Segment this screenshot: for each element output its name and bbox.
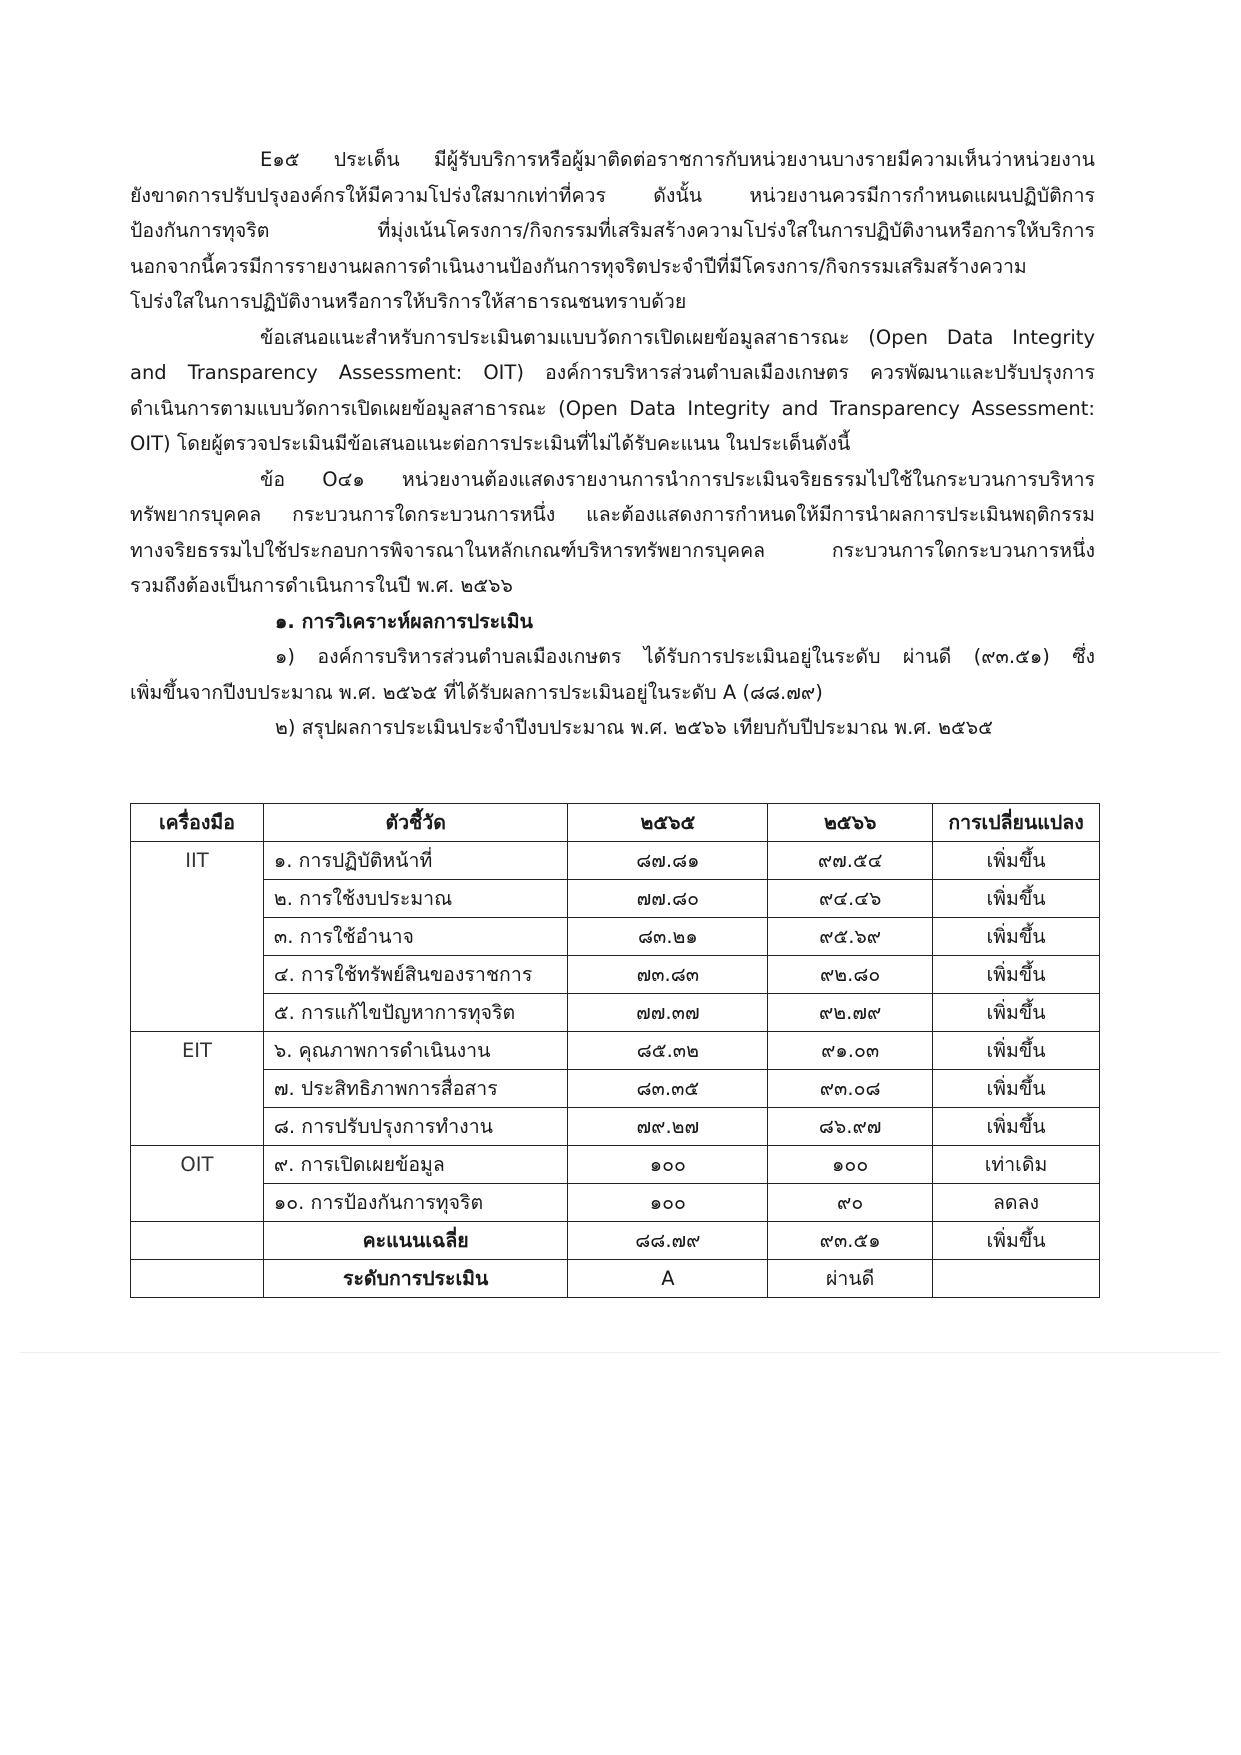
indicator-cell: ๑. การปฏิบัติหน้าที่ — [263, 842, 568, 880]
table-row — [131, 956, 1100, 994]
score-2566-cell: ๙๑.๐๓ — [768, 1032, 933, 1070]
text-line: ๒) สรุปผลการประเมินประจำปีงบประมาณ พ.ศ. ๒๕๖๖ เทียบกับปีประมาณ พ.ศ. ๒๕๖๕ — [275, 716, 993, 739]
indicator-cell: ๖. คุณภาพการดำเนินงาน — [263, 1032, 568, 1070]
score-2565-cell: ๑๐๐ — [568, 1146, 768, 1184]
text-line: ข้อ O๔๑ หน่วยงานต้องแสดงรายงานการนำการประเมินจริยธรรมไปใช้ในกระบวนการบริหาร — [260, 467, 1095, 491]
indicator-cell: ๔. การใช้ทรัพย์สินของราชการ — [263, 956, 568, 994]
change-cell: เพิ่มขึ้น — [933, 1032, 1100, 1070]
score-2565-cell: ๑๐๐ — [568, 1184, 768, 1222]
section-heading: ๑. การวิเคราะห์ผลการประเมิน — [275, 609, 533, 633]
indicator-cell: ๗. ประสิทธิภาพการสื่อสาร — [263, 1070, 568, 1108]
change-cell: เพิ่มขึ้น — [933, 994, 1100, 1032]
average-2565: ๘๘.๗๙ — [568, 1222, 768, 1260]
table-row — [131, 1070, 1100, 1108]
header-year-2566: ๒๕๖๖ — [768, 804, 933, 842]
change-cell: เพิ่มขึ้น — [933, 880, 1100, 918]
text-line: ป้องกันการทุจริต ที่มุ่งเน้นโครงการ/กิจกรรมที่เสริมสร้างความโปร่งใสในการปฏิบัติงานหรือการให้บริการ — [130, 219, 1095, 242]
table-row — [131, 918, 1100, 956]
empty-tool-cell — [131, 1260, 264, 1298]
text-line: เพิ่มขึ้นจากปีงบประมาณ พ.ศ. ๒๕๖๕ ที่ได้รับผลการประเมินอยู่ในระดับ A (๘๘.๗๙) — [130, 680, 823, 704]
level-2566: ผ่านดี — [768, 1260, 933, 1298]
score-2565-cell: ๘๓.๒๑ — [568, 918, 768, 956]
table-row — [131, 842, 1100, 880]
indicator-cell: ๑๐. การป้องกันการทุจริต — [263, 1184, 568, 1222]
score-2566-cell: ๙๔.๔๖ — [768, 880, 933, 918]
header-year-2565: ๒๕๖๕ — [568, 804, 768, 842]
score-2566-cell: ๙๓.๐๘ — [768, 1070, 933, 1108]
score-2566-cell: ๙๒.๘๐ — [768, 956, 933, 994]
text-line: and Transparency Assessment: OIT) องค์การบริหารส่วนตำบลเมืองเกษตร ควรพัฒนาและปรับปรุงการ — [130, 361, 1095, 384]
paragraph-table-caption — [130, 710, 1095, 746]
text-line: ข้อเสนอแนะสำหรับการประเมินตามแบบวัดการเปิดเผยข้อมูลสาธารณะ (Open Data Integrity — [260, 325, 1095, 349]
score-2566-cell: ๙๐ — [768, 1184, 933, 1222]
change-cell: ลดลง — [933, 1184, 1100, 1222]
paragraph-oit-recommendation — [130, 320, 1095, 462]
table-row — [131, 1146, 1100, 1184]
table-row — [131, 1184, 1100, 1222]
header-indicator: ตัวชี้วัด — [263, 804, 568, 842]
text-line: รวมถึงต้องเป็นการดำเนินการในปี พ.ศ. ๒๕๖๖ — [130, 574, 513, 597]
level-row — [131, 1260, 1100, 1298]
indicator-cell: ๒. การใช้งบประมาณ — [263, 880, 568, 918]
score-2566-cell: ๑๐๐ — [768, 1146, 933, 1184]
score-2566-cell: ๘๖.๙๗ — [768, 1108, 933, 1146]
indicator-cell: ๓. การใช้อำนาจ — [263, 918, 568, 956]
table-row — [131, 880, 1100, 918]
table-header-row — [131, 804, 1100, 842]
tool-cell: OIT — [131, 1146, 264, 1222]
score-2566-cell: ๙๗.๕๔ — [768, 842, 933, 880]
empty-tool-cell — [131, 1222, 264, 1260]
paragraph-e15-recommendation — [130, 142, 1095, 320]
page-divider — [20, 1352, 1220, 1353]
paragraph-o41 — [130, 462, 1095, 604]
change-cell: เพิ่มขึ้น — [933, 842, 1100, 880]
score-2565-cell: ๗๗.๓๗ — [568, 994, 768, 1032]
change-cell: เพิ่มขึ้น — [933, 918, 1100, 956]
change-cell: เพิ่มขึ้น — [933, 956, 1100, 994]
text-line: OIT) โดยผู้ตรวจประเมินมีข้อเสนอแนะต่อการประเมินที่ไม่ได้รับคะแนน ในประเด็นดังนี้ — [130, 432, 851, 455]
level-change — [933, 1260, 1100, 1298]
change-cell: เพิ่มขึ้น — [933, 1108, 1100, 1146]
score-2565-cell: ๘๕.๓๒ — [568, 1032, 768, 1070]
tool-cell: IIT — [131, 842, 264, 1032]
score-2565-cell: ๗๓.๘๓ — [568, 956, 768, 994]
average-change: เพิ่มขึ้น — [933, 1222, 1100, 1260]
indicator-cell: ๕. การแก้ไขปัญหาการทุจริต — [263, 994, 568, 1032]
indicator-cell: ๘. การปรับปรุงการทำงาน — [263, 1108, 568, 1146]
score-2566-cell: ๙๒.๗๙ — [768, 994, 933, 1032]
paragraph-result-summary — [130, 639, 1095, 710]
header-tool: เครื่องมือ — [131, 804, 264, 842]
text-line: นอกจากนี้ควรมีการรายงานผลการดำเนินงานป้องกันการทุจริตประจำปีที่มีโครงการ/กิจกรรมเสริมสร้างความ — [130, 254, 1027, 278]
header-change: การเปลี่ยนแปลง — [933, 804, 1100, 842]
text-line: ๑) องค์การบริหารส่วนตำบลเมืองเกษตร ได้รับการประเมินอยู่ในระดับ ผ่านดี (๙๓.๕๑) ซึ่ง — [275, 645, 1095, 668]
table-row — [131, 1032, 1100, 1070]
text-line: ทรัพยากรบุคคล กระบวนการใดกระบวนการหนึ่ง และต้องแสดงการกำหนดให้มีการนำผลการประเมินพฤติกรรม — [130, 503, 1095, 526]
table-row — [131, 994, 1100, 1032]
average-2566: ๙๓.๕๑ — [768, 1222, 933, 1260]
average-label: คะแนนเฉลี่ย — [263, 1222, 568, 1260]
indicator-cell: ๙. การเปิดเผยข้อมูล — [263, 1146, 568, 1184]
text-line: โปร่งใสในการปฏิบัติงานหรือการให้บริการให้สาธารณชนทราบด้วย — [130, 290, 687, 313]
assessment-results-table — [130, 803, 1100, 1298]
text-line: ทางจริยธรรมไปใช้ประกอบการพิจารณาในหลักเกณฑ์บริหารทรัพยากรบุคคล กระบวนการใดกระบวนการหนึ่ง — [130, 538, 1095, 562]
level-2565: A — [568, 1260, 768, 1298]
tool-cell: EIT — [131, 1032, 264, 1146]
score-2565-cell: ๗๙.๒๗ — [568, 1108, 768, 1146]
table-row — [131, 1108, 1100, 1146]
change-cell: เท่าเดิม — [933, 1146, 1100, 1184]
change-cell: เพิ่มขึ้น — [933, 1070, 1100, 1108]
level-label: ระดับการประเมิน — [263, 1260, 568, 1298]
text-line: ยังขาดการปรับปรุงองค์กรให้มีความโปร่งใสมากเท่าที่ควร ดังนั้น หน่วยงานควรมีการกำหนดแผนปฏิบัติการ — [130, 183, 1095, 207]
text-line: ดำเนินการตามแบบวัดการเปิดเผยข้อมูลสาธารณะ (Open Data Integrity and Transparency Assessment: — [130, 396, 1095, 420]
score-2566-cell: ๙๕.๖๙ — [768, 918, 933, 956]
score-2565-cell: ๘๓.๓๕ — [568, 1070, 768, 1108]
text-line: E๑๕ ประเด็น มีผู้รับบริการหรือผู้มาติดต่อราชการกับหน่วยงานบางรายมีความเห็นว่าหน่วยงาน — [260, 148, 1095, 171]
score-2565-cell: ๘๗.๘๑ — [568, 842, 768, 880]
document-body — [130, 142, 1095, 746]
average-row — [131, 1222, 1100, 1260]
score-2565-cell: ๗๗.๘๐ — [568, 880, 768, 918]
